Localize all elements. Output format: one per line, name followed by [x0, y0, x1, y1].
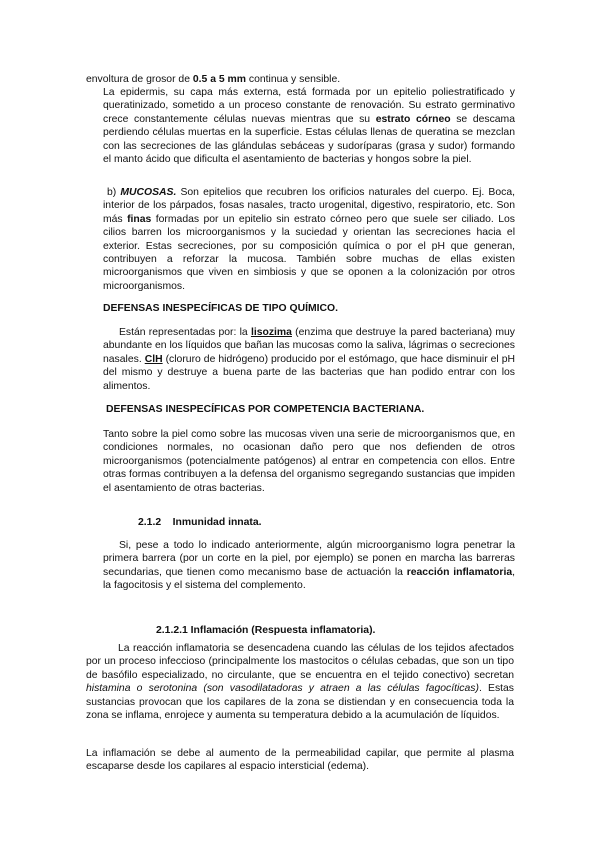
thickness-value: 0.5 a 5 mm: [192, 74, 246, 85]
clh-term: ClH: [144, 353, 163, 365]
text: Si, pese a todo lo indicado anteriormente, algún microorganismo logra penetrar la primera barrera (por un corte en la piel, por ejemplo) se ponen en marcha las barreras secundarias, que tienen como mecanismo base de actuación la: [103, 540, 515, 578]
epidermis-paragraph: [103, 86, 515, 166]
text: , la fagocitosis y el sistema del complemento.: [103, 566, 515, 592]
innata-paragraph: [103, 539, 515, 593]
finas-term: finas: [127, 213, 152, 225]
text: Están representadas por: la: [119, 327, 251, 338]
mucosas-title: MUCOSAS.: [120, 187, 177, 198]
text: (cloruro de hidrógeno) producido por el estómago, que hace disminuir el pH del mismo y destruye a buena parte de las bacterias que han podido entrar con los alimentos.: [103, 353, 516, 392]
heading-quimico: DEFENSAS INESPECÍFICAS DE TIPO QUÍMICO.: [103, 303, 338, 314]
histamina-phrase: histamina o serotonina (son vasodilatadoras y atraen a las células fagocíticas): [86, 683, 479, 695]
heading-competencia: DEFENSAS INESPECÍFICAS POR COMPETENCIA BACTERIANA.: [106, 404, 425, 415]
text: Son epitelios que recubren los orificios naturales del cuerpo. Ej. Boca, interior de los párpados, fosas nasales, tracto urogenital, digestivo, respiratorio, etc. Son más: [103, 187, 515, 225]
quimico-paragraph: [103, 326, 515, 393]
text: b): [107, 187, 121, 198]
text: se descama perdiendo células muertas en la superficie. Estas células llenas de queratina se mezclan con las secreciones de las glándulas sebáceas y sudoríparas (grasa y sudor) formando el manto ácido que dificulta el asentamiento de bacterias y hongos sobre la piel.: [103, 113, 515, 166]
text: (enzima que destruye la pared bacteriana) muy abundante en los líquidos que bañan las mucosas como la saliva, lágrimas o secreciones nasales.: [103, 327, 515, 365]
heading-innata: 2.1.2 Inmunidad innata.: [138, 517, 262, 528]
reaccion-inflamatoria-term: reacción inflamatoria: [406, 566, 513, 578]
text: continua y sensible.: [246, 74, 341, 85]
text: envoltura de grosor de: [86, 74, 193, 85]
mucosas-paragraph: [103, 186, 515, 293]
intro-line: [86, 73, 526, 86]
text: La reacción inflamatoria se desencadena cuando las células de los tejidos afectados por un proceso infeccioso (principalmente los mastocitos o células cebadas, que son un tipo de basófilo especializado, no circulante, que se encuentra en el tejido conectivo) secretan: [86, 643, 514, 681]
estrato-corneo-term: estrato córneo: [375, 113, 451, 125]
competencia-paragraph: Tanto sobre la piel como sobre las mucosas viven una serie de microorganismos que, en condiciones normales, no ocasionan daño pero que nos defienden de otros microorganismos (potencialmente patógenos) al entrar en competencia con ellos. Entre otras formas contribuyen a la defensa del organismo segregando sustancias que impiden el asentamiento de otras bacterias.: [103, 429, 515, 494]
text: . Estas sustancias provocan que los capilares de la zona se distiendan y en consecuencia toda la zona se inflama, enrojece y aumenta su temperatura debido a la acumulación de líquidos.: [86, 683, 515, 722]
text: formadas por un epitelio sin estrato córneo pero que suele ser ciliado. Los cilios barren los microorganismos y la suciedad y orientan las secreciones hacia el exterior. Estas secreciones, por su composición química o por el pH que generan, contribuyen a reforzar la mucosa. También sobre muchas de ellas existen microorganismos que viven en simbiosis y que se oponen a la colonización por otros microorganismos.: [103, 213, 515, 292]
heading-inflamacion: 2.1.2.1 Inflamación (Respuesta inflamatoria).: [156, 625, 376, 636]
lisozima-term: lisozima: [250, 327, 292, 338]
text: La epidermis, su capa más externa, está formada por un epitelio poliestratificado y queratinizado, sometido a un proceso constante de renovación. Su estrato germinativo crece constantemente células nuevas mientras que su: [103, 87, 515, 125]
permeabilidad-paragraph: La inflamación se debe al aumento de la permeabilidad capilar, que permite al plasma escaparse desde los capilares al espacio intersticial (edema).: [86, 748, 514, 773]
inflamacion-paragraph: [86, 642, 514, 722]
